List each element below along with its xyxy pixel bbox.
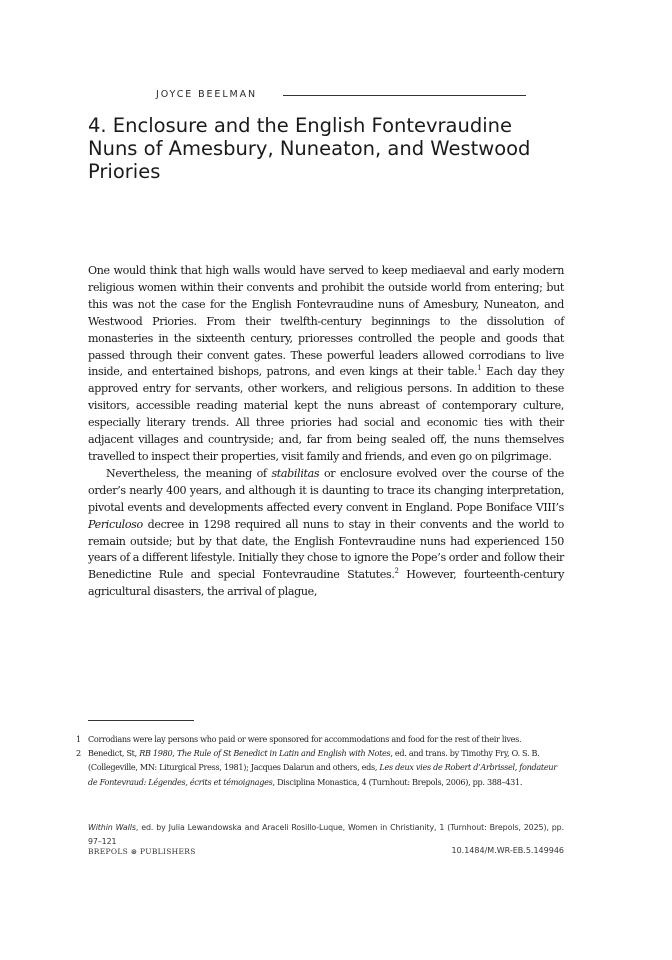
footnote-ref-1[interactable]: 1: [477, 364, 482, 373]
p2-italic-periculoso: Periculoso: [88, 517, 143, 531]
footnote-text-b: , ed. and trans. by Timothy Fry, O. S. B. (Collegeville, MN: Liturgical Press, 1981); Jacques Dalarun and others, eds,: [88, 748, 540, 773]
paragraph-2: [88, 466, 564, 601]
footnote-ref-2[interactable]: 2: [394, 567, 399, 576]
footnote-1: [76, 732, 566, 746]
footnotes: [76, 732, 566, 789]
footnote-text-c: , Disciplina Monastica, 4 (Turnhout: Brepols, 2006), pp. 388–431.: [272, 776, 523, 787]
p2-text-b: or enclosure evolved over the course of the order’s nearly 400 years, and although it is daunting to trace its changing interpretation, pivotal events and developments affected every convent in England. Pope Boniface VIII’s: [88, 466, 564, 514]
author-name: JOYCE BEELMAN: [156, 89, 258, 100]
footnote-text-a: Benedict, St,: [88, 748, 140, 759]
footnote-rule: [88, 720, 194, 721]
book-title: Within Walls: [88, 823, 136, 832]
p2-text-a: Nevertheless, the meaning of: [106, 466, 272, 480]
p2-italic-stabilitas: stabilitas: [271, 466, 320, 480]
footnote-italic-title-1: RB 1980, The Rule of St Benedict in Latin and English with Notes: [139, 748, 391, 759]
book-citation: [88, 821, 564, 849]
footnote-italic-title-2: Les deux vies de Robert d’Arbrissel, fondateur de Fontevraud: Légendes, écrits et témoignages: [88, 762, 557, 787]
citation-text: , ed. by Julia Lewandowska and Araceli Rosillo-Luque, Women in Christianity, 1 (Turnhout: Brepols, 2025), pp. 97–121: [88, 823, 565, 846]
running-header: [88, 88, 538, 102]
chapter-title: 4. Enclosure and the English Fontevraudine Nuns of Amesbury, Nuneaton, and Westwood Priories: [88, 114, 531, 183]
footnote-number: 1: [76, 734, 81, 744]
p2-text-c: decree in 1298 required all nuns to stay in their convents and the world to remain outside; but by that date, the English Fontevraudine nuns had experienced 150 years of a different lifestyle. Initially they chose to ignore the Pope’s order and follow their Benedictine Rule and special Fontevraudine Statutes.: [88, 517, 564, 582]
header-rule: [283, 95, 526, 96]
footnote-text: Corrodians were lay persons who paid or were sponsored for accommodations and food for the rest of their lives.: [88, 734, 522, 744]
footnote-number: 2: [76, 748, 81, 759]
p2-text-d: However, fourteenth-century agricultural disasters, the arrival of plague,: [88, 568, 564, 599]
footnote-2: [76, 746, 566, 789]
p1-text-a: One would think that high walls would have served to keep mediaeval and early modern religious women within their convents and prohibit the outside world from entering; but this was not the case for the English Fontevraudine nuns of Amesbury, Nuneaton, and Westwood Priories. From their twelfth-century beginnings to the dissolution of monasteries in the sixteenth century, prioresses controlled the people and goods that passed through their convent gates. These powerful leaders allowed corrodians to live inside, and entertained bishops, patrons, and even kings at their table.: [88, 264, 564, 379]
body-text: [88, 263, 564, 601]
doi-link[interactable]: 10.1484/M.WR-EB.5.149946: [451, 846, 564, 855]
paragraph-1: [88, 263, 564, 466]
p1-text-b: Each day they approved entry for servants, other workers, and religious persons. In addition to these visitors, accessible reading material kept the nuns abreast of contemporary culture, especially literary trends. All three priories had social and economic ties with their adjacent villages and countryside; and, far from being sealed off, the nuns themselves travelled to inspect their properties, visit family and friends, and even go on pilgrimage.: [88, 365, 565, 463]
publisher-logo: BREPOLS ⊛ PUBLISHERS: [88, 847, 196, 856]
